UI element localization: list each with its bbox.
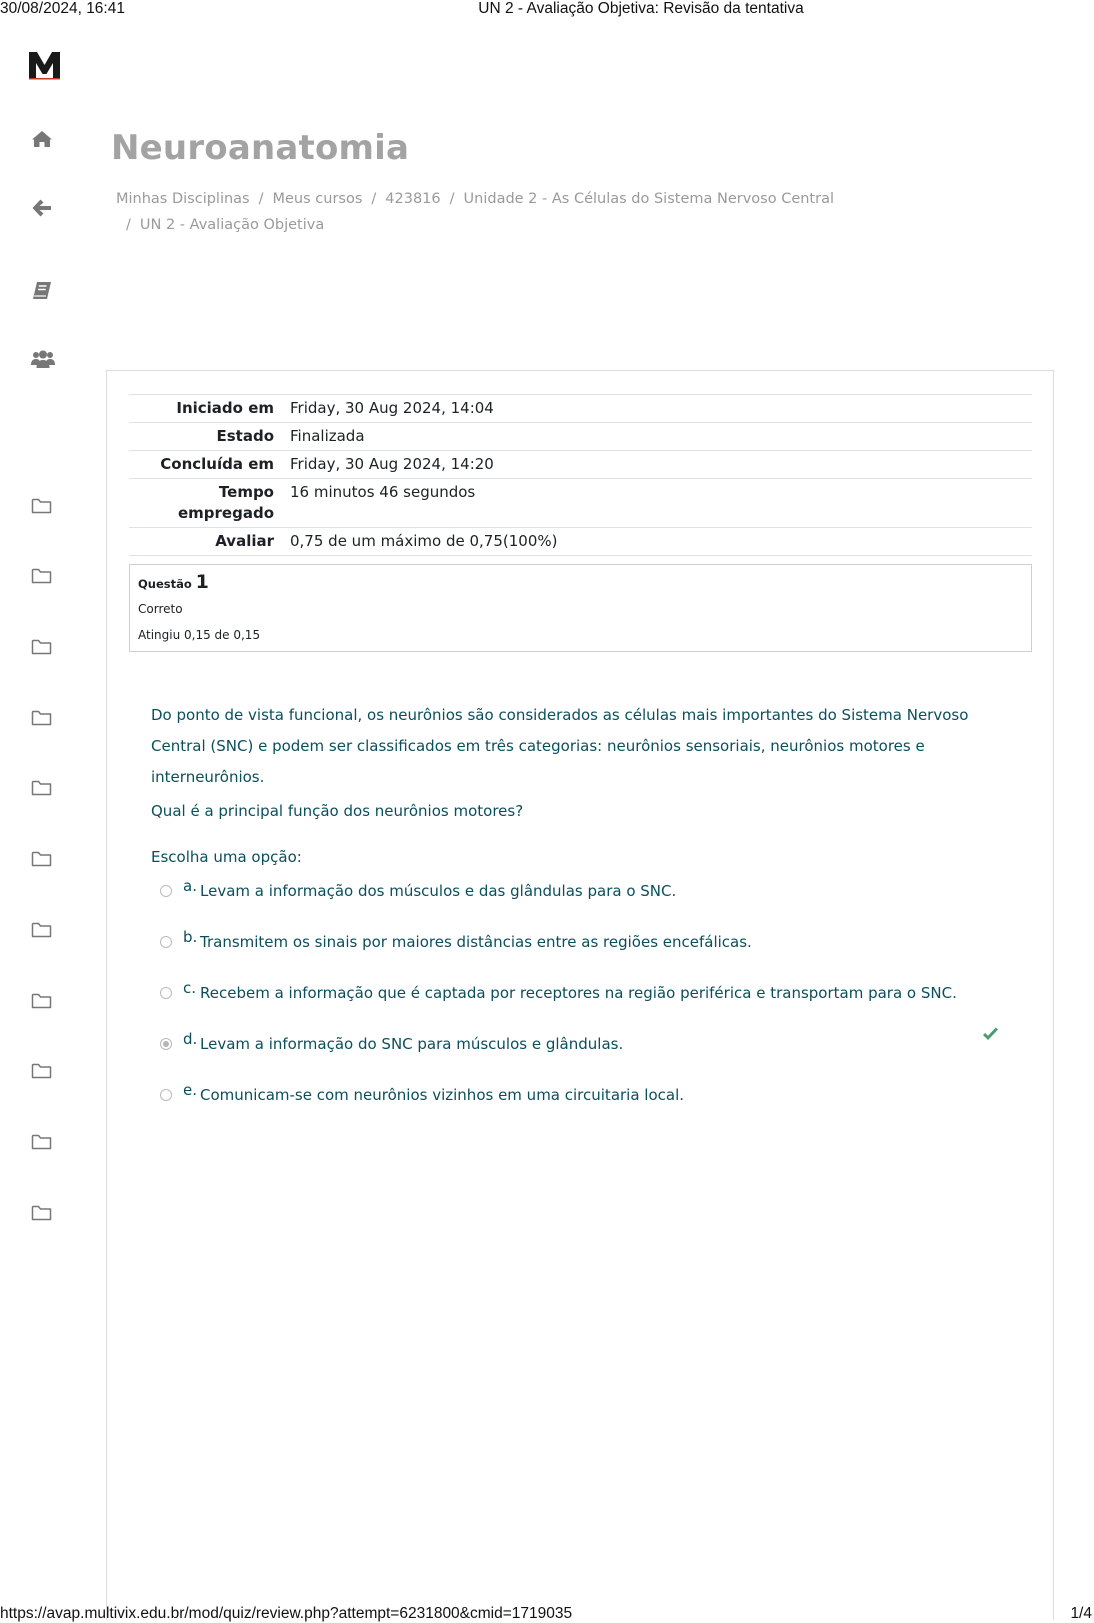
option-text: Comunicam-se com neurônios vizinhos em uma circuitaria local. (200, 1086, 685, 1104)
answer-option-a[interactable] (160, 877, 1020, 904)
users-icon[interactable] (31, 349, 53, 371)
folder-icon[interactable] (31, 921, 53, 943)
radio-button[interactable] (160, 1089, 172, 1101)
question-grade: Atingiu 0,15 de 0,15 (138, 628, 261, 642)
option-letter: b. (183, 928, 198, 946)
folder-icon[interactable] (31, 497, 53, 519)
summary-label: Estado (216, 427, 274, 445)
option-letter: c. (183, 979, 197, 997)
question-info-box (129, 564, 1032, 652)
summary-label: Tempo empregado (177, 483, 274, 522)
option-text: Recebem a informação que é captada por receptores na região periférica e transportam para o SNC. (200, 984, 957, 1002)
breadcrumb-item-course-code[interactable]: 423816 (385, 191, 441, 207)
option-letter: d. (183, 1030, 198, 1048)
folder-icon[interactable] (31, 1133, 53, 1155)
attempt-summary-table (129, 394, 1032, 556)
breadcrumb-separator: / (371, 191, 377, 207)
summary-label: Avaliar (215, 532, 274, 550)
summary-value: 0,75 de um máximo de 0,75(100%) (290, 532, 558, 550)
option-text: Transmitem os sinais por maiores distâncias entre as regiões encefálicas. (200, 933, 752, 951)
summary-value: Friday, 30 Aug 2024, 14:04 (290, 399, 494, 417)
folder-icon[interactable] (31, 638, 53, 660)
summary-value: Friday, 30 Aug 2024, 14:20 (290, 455, 494, 473)
radio-button[interactable] (160, 936, 172, 948)
option-text: Levam a informação dos músculos e das glândulas para o SNC. (200, 882, 677, 900)
answer-option-d[interactable] (160, 1030, 1020, 1057)
answer-option-b[interactable] (160, 928, 1020, 955)
option-letter: e. (183, 1081, 197, 1099)
question-number: 1 (195, 571, 209, 593)
summary-label: Iniciado em (176, 399, 274, 417)
page-title: Neuroanatomia (111, 128, 410, 168)
folder-icon[interactable] (31, 567, 53, 589)
folder-icon[interactable] (31, 1204, 53, 1226)
summary-label: Concluída em (160, 455, 274, 473)
summary-row-state (129, 423, 1032, 451)
summary-row-grade (129, 528, 1032, 556)
folder-icon[interactable] (31, 1062, 53, 1084)
breadcrumb-separator: / (126, 217, 131, 233)
site-logo[interactable] (28, 50, 61, 80)
summary-row-started (129, 395, 1032, 423)
breadcrumb-item-meus-cursos[interactable]: Meus cursos (272, 191, 363, 207)
check-icon (982, 1027, 999, 1042)
folder-icon[interactable] (31, 779, 53, 801)
print-datetime: 30/08/2024, 16:41 (0, 0, 125, 17)
breadcrumb-separator: / (258, 191, 264, 207)
print-header (0, 0, 1094, 16)
summary-value: 16 minutos 46 segundos (290, 483, 476, 501)
print-doc-title: UN 2 - Avaliação Objetiva: Revisão da tentativa (478, 0, 804, 17)
summary-value: Finalizada (290, 427, 365, 445)
folder-icon[interactable] (31, 850, 53, 872)
answer-option-c[interactable] (160, 979, 1020, 1006)
book-icon[interactable] (31, 281, 53, 303)
folder-icon[interactable] (31, 992, 53, 1014)
question-statement: Do ponto de vista funcional, os neurônios são considerados as células mais importantes do Sistema Nervoso Central (SNC) e podem ser classificados em três categorias: neurônios sensoriais, neurônios motores e interneurônios. (151, 706, 969, 786)
print-page-number: 1/4 (1070, 1605, 1092, 1622)
question-text (151, 700, 991, 827)
print-url: https://avap.multivix.edu.br/mod/quiz/review.php?attempt=6231800&cmid=1719035 (0, 1605, 573, 1622)
answer-option-e[interactable] (160, 1081, 1020, 1108)
question-label: Questão (138, 577, 192, 591)
breadcrumb-item-unidade[interactable]: Unidade 2 - As Células do Sistema Nervoso Central (463, 191, 834, 207)
back-arrow-icon[interactable] (31, 198, 53, 220)
radio-button[interactable] (160, 885, 172, 897)
breadcrumb-item-minhas-disciplinas[interactable]: Minhas Disciplinas (116, 191, 250, 207)
option-text: Levam a informação do SNC para músculos e glândulas. (200, 1035, 624, 1053)
home-icon[interactable] (31, 130, 53, 152)
breadcrumb (116, 186, 916, 238)
breadcrumb-separator: / (449, 191, 455, 207)
summary-row-completed (129, 451, 1032, 479)
question-state: Correto (138, 602, 183, 616)
folder-icon[interactable] (31, 709, 53, 731)
summary-row-time-taken (129, 479, 1032, 528)
question-prompt-text: Qual é a principal função dos neurônios motores? (151, 802, 524, 820)
radio-button[interactable] (160, 987, 172, 999)
choose-option-label: Escolha uma opção: (151, 848, 302, 866)
breadcrumb-item-avaliacao[interactable]: UN 2 - Avaliação Objetiva (139, 217, 325, 233)
print-footer (0, 1605, 1094, 1621)
option-letter: a. (183, 877, 197, 895)
radio-button-selected[interactable] (160, 1038, 172, 1050)
